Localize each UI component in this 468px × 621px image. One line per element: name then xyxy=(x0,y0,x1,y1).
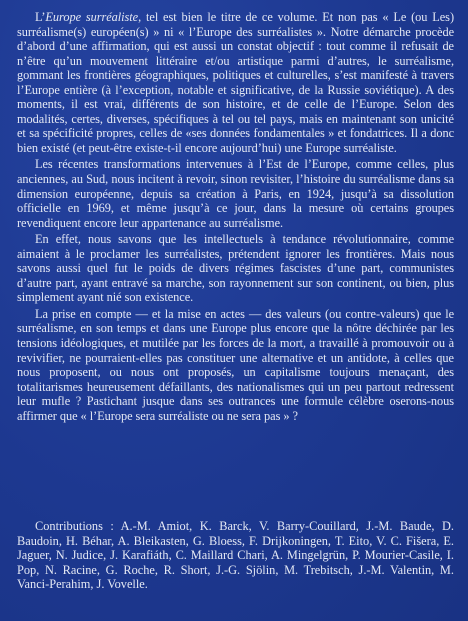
book-title-italic: Europe surréaliste xyxy=(45,10,139,24)
paragraph-intro xyxy=(17,10,454,155)
paragraph-text: , tel est bien le titre de ce volume. Et non pas « Le (ou Les) surréalisme(s) européen(s) » ni « l’Europe des surréalistes ». Notre démarche procède d’abord d’une affirmation, qui est aussi un constat objectif : tout comme il refusait de n’être qu’un mouvement littéraire et/ou artistique parmi d’autres, le surréalisme, gommant les frontières géographiques, politiques et culturelles, s’est manifesté à travers l’Europe entière (à l’exception, notable et significative, de la Russie soviétique). A des moments, il est vrai, différents de son histoire, et de celle de l’Europe. Selon des modalités, certes, diverses, spécifiques à tel ou tel pays, mais en maintenant son unicité et sa spécificité propres, celles de «ses données fondamentales » et fondatrices. Il a donc bien existé (et peut-être existe-t-il encore aujourd’hui) une Europe surréaliste. xyxy=(17,10,455,155)
paragraph-4: La prise en compte — et la mise en actes — des valeurs (ou contre-valeurs) que le surréalisme, en son temps et dans une Europe plus encore que la nôtre déchirée par les tensions idéologiques, et mutilée par les forces de la mort, a travaillé à promouvoir ou à revivifier, ne pourraient-elles pas constituer une alternative et un antidote, à celles que nous proposent, ou nous ont proposés, un capitalisme toujours menaçant, des totalitarismes heureusement défaillants, des nationalismes qui un peu partout redressent leur mufle ? Pastichant jusque dans ses outrances une formule célèbre oserons-nous affirmer que « l’Europe sera surréaliste ou ne sera pas » ? xyxy=(17,306,454,423)
paragraph-3: En effet, nous savons que les intellectuels à tendance révolutionnaire, comme aimaient à le proclamer les surréalistes, prétendent ignorer les frontières. Mais nous savons aussi quel fut le poids de divers régimes fascistes d’une part, communistes d’autre part, ayant entravé sa marche, son rayonnement sur son continent, ou bien, plus simplement ayant nié son existence. xyxy=(17,232,454,305)
contributions-list: Contributions : A.-M. Amiot, K. Barck, V. Barry-Couillard, J.-M. Baude, D. Baudoin, H. Béhar, A. Bleikasten, G. Bloess, F. Drijkoningen, T. Eito, V. C. Fišera, E. Jaguer, N. Judice, J. Karafiáth, C. Maillard Chari, A. Mingelgrün, P. Mourier-Casile, I. Pop, N. Racine, G. Roche, R. Short, J.-G. Sjölin, M. Trebitsch, J.-M. Valentin, M. Vanci-Perahim, J. Vovelle. xyxy=(17,519,454,592)
paragraph-2: Les récentes transformations intervenues à l’Est de l’Europe, comme celles, plus anciennes, au Sud, nous incitent à revoir, sinon revisiter, l’histoire du surréalisme dans sa dimension européenne, depuis sa création à Paris, en 1924, jusqu’à sa dissolution officielle en 1969, et même jusqu’à ce jour, dans la mesure où certains groupes revendiquent encore leur appartenance au surréalisme. xyxy=(17,157,454,230)
paragraph-lead: L’ xyxy=(35,10,46,24)
